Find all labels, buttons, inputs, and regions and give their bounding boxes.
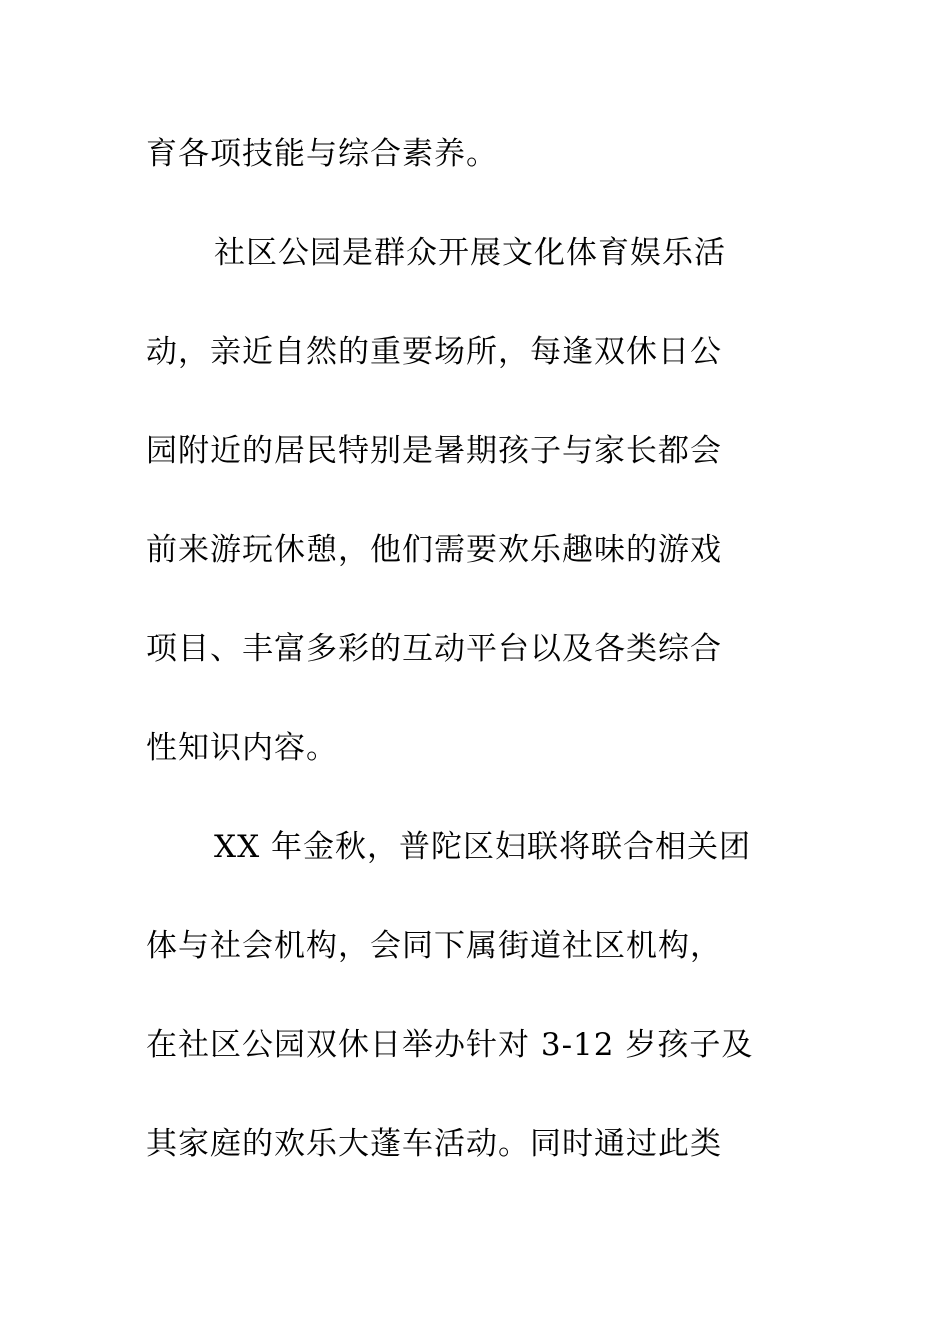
text-line: 动，亲近自然的重要场所，每逢双休日公 bbox=[146, 334, 722, 370]
text-line: 项目、丰富多彩的互动平台以及各类综合 bbox=[146, 631, 722, 667]
text-line: 在社区公园双休日举办针对 3-12 岁孩子及 bbox=[146, 1027, 754, 1063]
text-line: 前来游玩休憩，他们需要欢乐趣味的游戏 bbox=[146, 532, 722, 568]
text-line: 园附近的居民特别是暑期孩子与家长都会 bbox=[146, 433, 722, 469]
text-line: 其家庭的欢乐大蓬车活动。同时通过此类 bbox=[146, 1126, 722, 1162]
text-line: 性知识内容。 bbox=[146, 730, 338, 766]
document-body bbox=[146, 122, 806, 1211]
paragraph-start-line: XX 年金秋，普陀区妇联将联合相关团 bbox=[214, 829, 751, 865]
text-line: 体与社会机构，会同下属街道社区机构， bbox=[146, 928, 722, 964]
paragraph-start-line: 社区公园是群众开展文化体育娱乐活 bbox=[214, 235, 726, 271]
text-line: 育各项技能与综合素养。 bbox=[146, 136, 498, 172]
